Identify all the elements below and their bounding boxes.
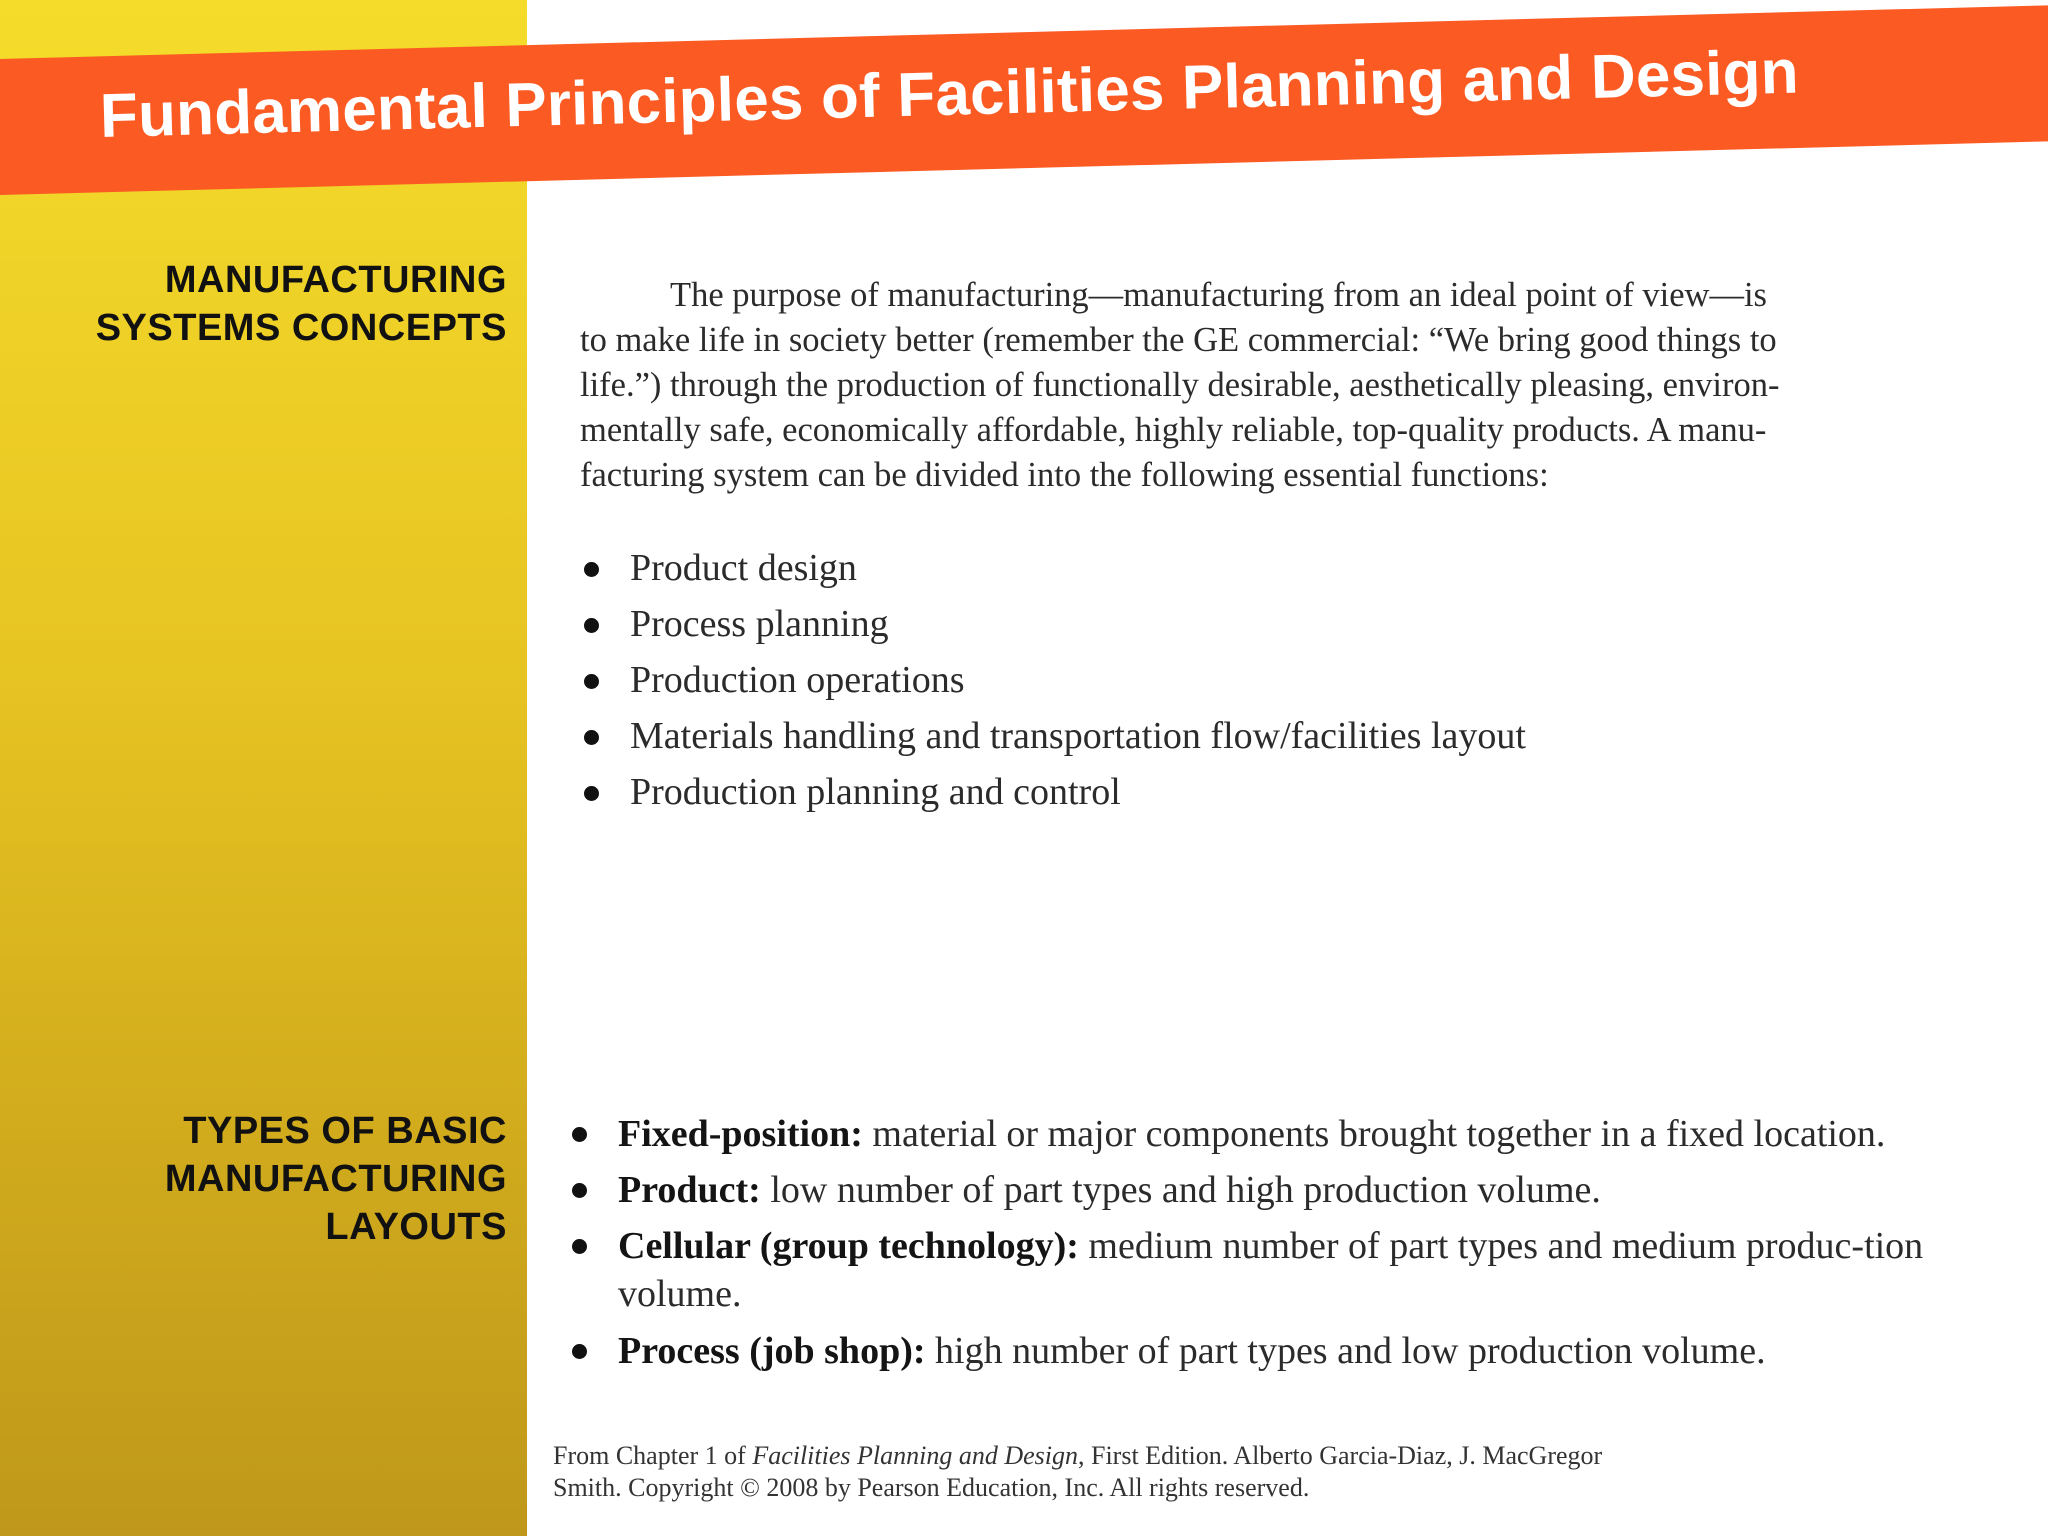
sidebar-heading-line: MANUFACTURING <box>164 259 507 301</box>
function-item: Production planning and control <box>580 764 1526 820</box>
citation-line <box>553 1440 1953 1472</box>
intro-line: to make life in society better (remember the GE commercial: “We bring good things to <box>580 321 1777 359</box>
intro-line: facturing system can be divided into the following essential functions: <box>580 456 1549 494</box>
sidebar-heading-line: LAYOUTS <box>325 1206 507 1248</box>
sidebar-heading-manufacturing-systems <box>47 256 507 352</box>
intro-line: life.”) through the production of functionally desirable, aesthetically pleasing, environ- <box>580 366 1780 404</box>
sidebar-panel <box>0 0 527 1536</box>
intro-paragraph <box>580 273 1970 498</box>
layout-description: low number of part types and high production volume. <box>760 1169 1601 1211</box>
sidebar-heading-line: SYSTEMS CONCEPTS <box>95 307 507 349</box>
function-item: Materials handling and transportation flow/facilities layout <box>580 708 1526 764</box>
citation-suffix: , First Edition. Alberto Garcia-Diaz, J. MacGregor <box>1078 1441 1603 1470</box>
source-citation <box>553 1440 1953 1504</box>
layout-term: Process (job shop): <box>618 1330 926 1372</box>
layout-description: material or major components brought together in a fixed location. <box>862 1113 1886 1155</box>
layout-types-list <box>568 1110 2018 1383</box>
intro-line: mentally safe, economically affordable, highly reliable, top-quality products. A manu- <box>580 411 1767 449</box>
layout-term: Fixed-position: <box>618 1113 863 1155</box>
layout-item-cellular <box>568 1222 2018 1318</box>
layout-term: Cellular (group technology): <box>618 1225 1079 1267</box>
function-item: Production operations <box>580 652 1526 708</box>
layout-item-process <box>568 1327 2018 1375</box>
citation-book-title: Facilities Planning and Design <box>752 1441 1078 1470</box>
layout-description: high number of part types and low production volume. <box>925 1330 1766 1372</box>
functions-list <box>580 540 1526 820</box>
layout-item-product <box>568 1166 2018 1214</box>
sidebar-heading-layout-types <box>47 1107 507 1251</box>
layout-item-fixed-position <box>568 1110 2018 1158</box>
sidebar-heading-line: MANUFACTURING <box>164 1158 507 1200</box>
function-item: Process planning <box>580 596 1526 652</box>
intro-line: The purpose of manufacturing—manufacturing from an ideal point of view—is <box>670 276 1767 314</box>
citation-prefix: From Chapter 1 of <box>553 1441 753 1470</box>
function-item: Product design <box>580 540 1526 596</box>
slide-title: Fundamental Principles of Facilities Planning and Design <box>99 37 1800 151</box>
layout-term: Product: <box>618 1169 761 1211</box>
layout-description: medium number of part types and medium produc-tion volume. <box>618 1225 1924 1315</box>
sidebar-heading-line: TYPES OF BASIC <box>183 1110 507 1152</box>
citation-line-2: Smith. Copyright © 2008 by Pearson Education, Inc. All rights reserved. <box>553 1473 1310 1502</box>
